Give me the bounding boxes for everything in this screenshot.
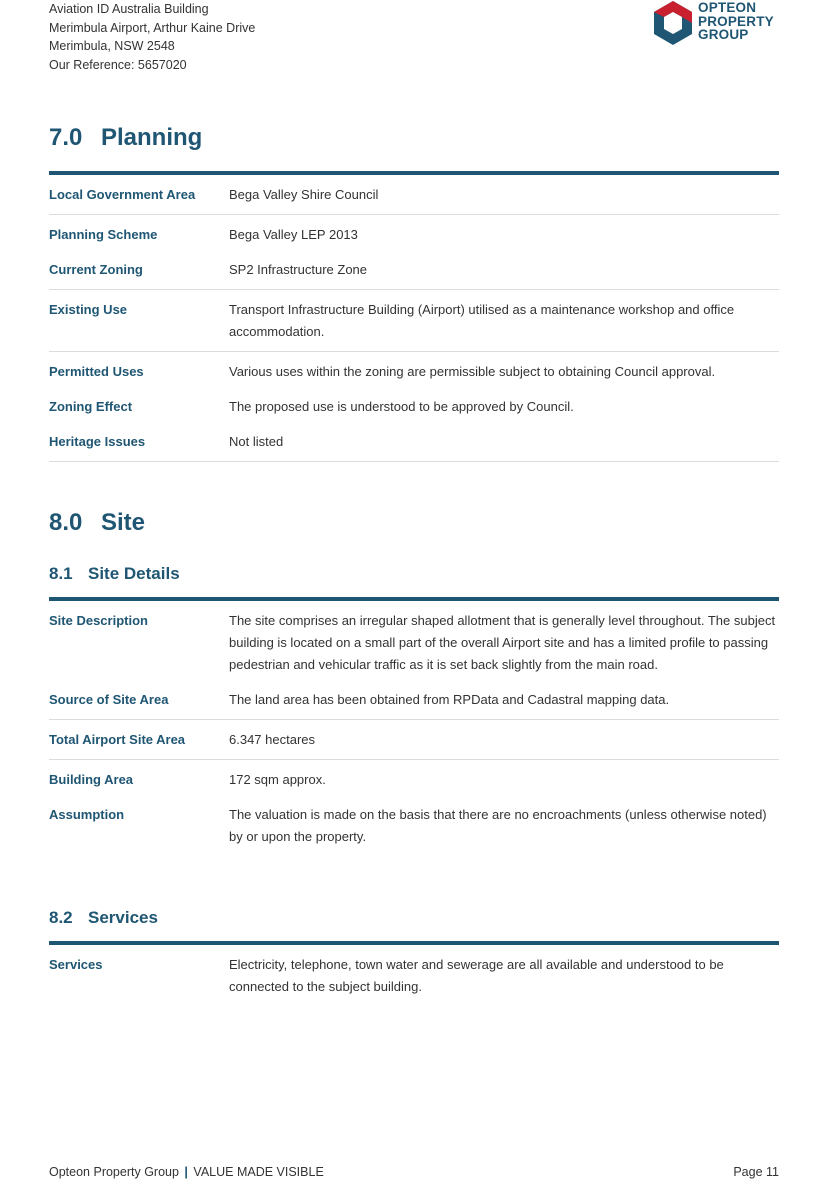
row-value: 6.347 hectares [229,732,316,747]
row-label: Current Zoning [49,262,143,277]
table-row [49,426,779,462]
row-value: Bega Valley Shire Council [229,187,379,202]
row-value: Bega Valley LEP 2013 [229,227,358,242]
row-value: Not listed [229,434,284,449]
opteon-logo [651,0,781,46]
footer-brand: Opteon Property Group [49,1165,179,1179]
page-footer [49,1165,779,1179]
row-value: Transport Infrastructure Building (Airport) utilised as a maintenance workshop and office accommodation. [229,302,735,339]
table-row [49,290,779,352]
section-title-planning [49,124,202,152]
address-line-suburb: Merimbula, NSW 2548 [49,39,175,53]
row-value: Various uses within the zoning are permissible subject to obtaining Council approval. [229,364,716,379]
services-table [49,945,779,1006]
address-line-building: Aviation ID Australia Building [49,2,209,16]
subsection-title-site-details [49,564,180,584]
footer-separator: | [184,1165,188,1179]
row-value: The proposed use is understood to be approved by Council. [229,399,574,414]
hexagon-logo-icon [651,0,695,46]
row-label: Zoning Effect [49,399,133,414]
table-row [49,945,779,1006]
row-label: Total Airport Site Area [49,732,186,747]
subsection-heading: Services [88,908,158,927]
table-row [49,601,779,684]
logo-word-1: OPTEON [698,0,757,15]
table-row [49,684,779,720]
logo-wordmark [698,1,774,42]
section-heading: Planning [101,124,203,151]
address-line-reference: Our Reference: 5657020 [49,57,187,72]
table-row [49,799,779,856]
section-number: 8.0 [49,509,83,536]
row-label: Building Area [49,772,134,787]
row-label: Existing Use [49,302,128,317]
table-row [49,720,779,760]
row-label: Planning Scheme [49,227,158,242]
address-line-street: Merimbula Airport, Arthur Kaine Drive [49,20,256,35]
row-value: 172 sqm approx. [229,772,326,787]
subsection-heading: Site Details [88,564,180,583]
row-value: The site comprises an irregular shaped allotment that is generally level throughout. The subject building is located on a small part of the overall Airport site and has a limited profile to passing pedestrian and vehicular traffic as it is set back slightly from the main road. [229,613,776,672]
subsection-title-services [49,908,158,928]
logo-word-2: PROPERTY [698,13,774,29]
row-label: Permitted Uses [49,364,144,379]
section-heading: Site [101,509,146,536]
subsection-number: 8.1 [49,564,73,583]
table-row [49,215,779,254]
section-title-site [49,509,145,537]
row-value: Electricity, telephone, town water and sewerage are all available and understood to be connected to the subject building. [229,957,724,994]
section-number: 7.0 [49,124,83,151]
row-label: Heritage Issues [49,434,146,449]
header-address [49,0,255,74]
site-details-table [49,601,779,856]
table-row [49,760,779,799]
row-label: Services [49,957,103,972]
subsection-number: 8.2 [49,908,73,927]
table-row [49,254,779,290]
planning-table [49,175,779,462]
table-row [49,352,779,391]
page-number: Page 11 [733,1165,779,1179]
row-label: Local Government Area [49,187,196,202]
table-row [49,391,779,426]
row-value: SP2 Infrastructure Zone [229,262,368,277]
row-label: Assumption [49,807,125,822]
table-row [49,175,779,215]
row-value: The valuation is made on the basis that there are no encroachments (unless otherwise noted) by or upon the property. [229,807,767,844]
footer-tagline: VALUE MADE VISIBLE [193,1165,324,1179]
row-label: Source of Site Area [49,692,169,707]
row-label: Site Description [49,613,148,628]
row-value: The land area has been obtained from RPData and Cadastral mapping data. [229,692,670,707]
logo-word-3: GROUP [698,27,749,42]
